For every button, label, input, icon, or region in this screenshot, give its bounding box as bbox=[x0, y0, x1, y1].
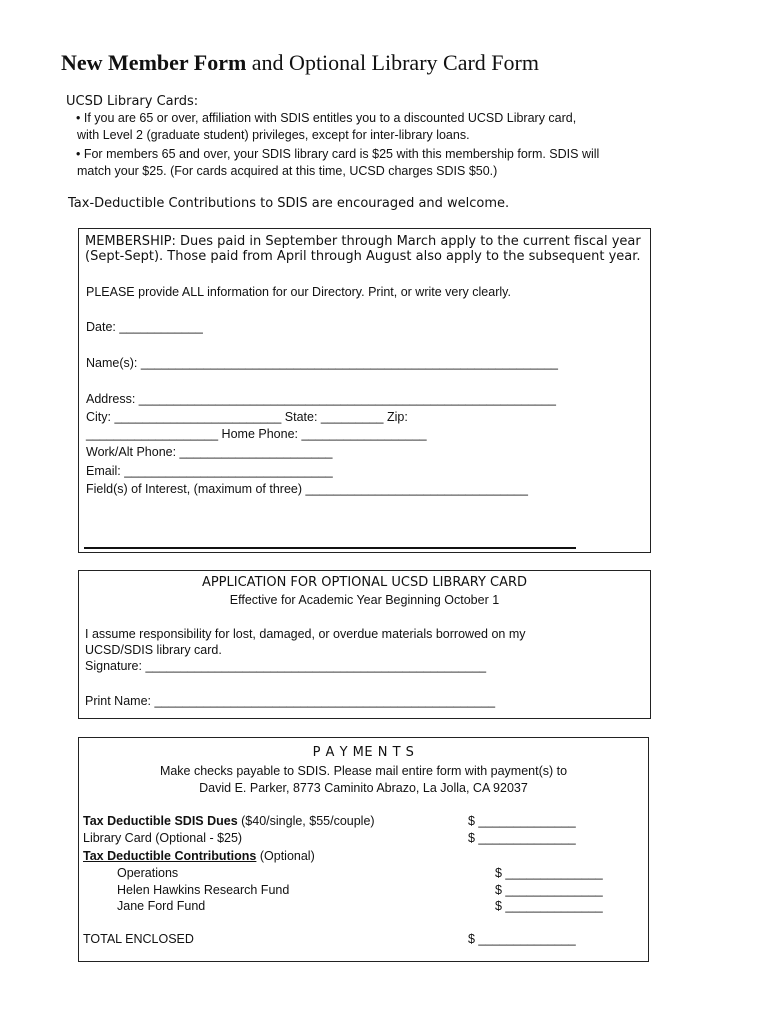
responsibility-line-1: I assume responsibility for lost, damaged, or overdue materials borrowed on my bbox=[85, 627, 526, 641]
work-phone-field[interactable]: Work/Alt Phone: ______________________ bbox=[86, 445, 333, 459]
total-amount-field[interactable]: $ ______________ bbox=[468, 932, 576, 946]
operations-label: Operations bbox=[117, 866, 179, 880]
home-phone-field[interactable]: ___________________ Home Phone: __________________ bbox=[86, 427, 427, 441]
page-title bbox=[61, 50, 539, 76]
page-title-rest: and Optional Library Card Form bbox=[246, 50, 539, 75]
dues-label-bold: Tax Deductible SDIS Dues bbox=[83, 814, 238, 828]
tax-note: Tax-Deductible Contributions to SDIS are encouraged and welcome. bbox=[68, 196, 510, 211]
dues-amount-field[interactable]: $ ______________ bbox=[468, 814, 576, 828]
library-card-fee-label: Library Card (Optional - $25) bbox=[83, 831, 243, 845]
payments-heading: P A Y ME N T S bbox=[312, 745, 415, 760]
membership-box bbox=[78, 228, 651, 553]
contributions-label bbox=[83, 849, 315, 863]
ucsd-bullet-2-line-1: • For members 65 and over, your SDIS library card is $25 with this membership form. SDIS will bbox=[76, 147, 600, 161]
ucsd-bullet-1-line-1: • If you are 65 or over, affiliation with SDIS entitles you to a discounted UCSD Library card, bbox=[76, 111, 577, 125]
names-field[interactable]: Name(s): ____________________________________________________________ bbox=[86, 356, 558, 370]
ucsd-bullet-2-line-2: match your $25. (For cards acquired at this time, UCSD charges SDIS $50.) bbox=[77, 164, 498, 178]
ucsd-bullet-1-line-2: with Level 2 (graduate student) privileges, except for inter-library loans. bbox=[77, 128, 470, 142]
jane-ford-amount-field[interactable]: $ ______________ bbox=[495, 899, 603, 913]
contributions-label-rest: (Optional) bbox=[256, 849, 315, 863]
membership-instructions: PLEASE provide ALL information for our Directory. Print, or write very clearly. bbox=[86, 285, 511, 299]
dues-label-rest: ($40/single, $55/couple) bbox=[237, 814, 375, 828]
membership-line-2: (Sept-Sept). Those paid from April through August also apply to the subsequent year. bbox=[85, 249, 641, 264]
payments-line-1: Make checks payable to SDIS. Please mail entire form with payment(s) to bbox=[159, 764, 568, 778]
payments-line-2: David E. Parker, 8773 Caminito Abrazo, La Jolla, CA 92037 bbox=[199, 781, 528, 795]
page-title-bold: New Member Form bbox=[61, 50, 247, 75]
contributions-label-bold: Tax Deductible Contributions bbox=[83, 849, 257, 863]
helen-hawkins-fund-label: Helen Hawkins Research Fund bbox=[117, 883, 290, 897]
date-field[interactable]: Date: ____________ bbox=[86, 320, 203, 334]
fields-of-interest-field[interactable]: Field(s) of Interest, (maximum of three) ________________________________ bbox=[86, 482, 528, 496]
print-name-field[interactable]: Print Name: _________________________________________________ bbox=[85, 694, 496, 708]
signature-field[interactable]: Signature: _________________________________________________ bbox=[85, 659, 487, 673]
address-field[interactable]: Address: ____________________________________________________________ bbox=[86, 392, 556, 406]
membership-bottom-rule bbox=[84, 547, 576, 549]
responsibility-line-2: UCSD/SDIS library card. bbox=[85, 643, 222, 657]
email-field[interactable]: Email: ______________________________ bbox=[86, 464, 333, 478]
helen-hawkins-amount-field[interactable]: $ ______________ bbox=[495, 883, 603, 897]
dues-row-label bbox=[83, 814, 375, 828]
operations-amount-field[interactable]: $ ______________ bbox=[495, 866, 603, 880]
library-card-amount-field[interactable]: $ ______________ bbox=[468, 831, 576, 845]
library-card-subheading: Effective for Academic Year Beginning October 1 bbox=[229, 593, 500, 607]
total-enclosed-label: TOTAL ENCLOSED bbox=[83, 932, 194, 946]
ucsd-heading: UCSD Library Cards: bbox=[66, 94, 199, 109]
city-state-zip-field[interactable]: City: ________________________ State: _________ Zip: bbox=[86, 410, 408, 424]
membership-line-1: MEMBERSHIP: Dues paid in September through March apply to the current fiscal year bbox=[85, 234, 641, 249]
library-card-heading: APPLICATION FOR OPTIONAL UCSD LIBRARY CARD bbox=[201, 575, 528, 590]
jane-ford-fund-label: Jane Ford Fund bbox=[117, 899, 206, 913]
